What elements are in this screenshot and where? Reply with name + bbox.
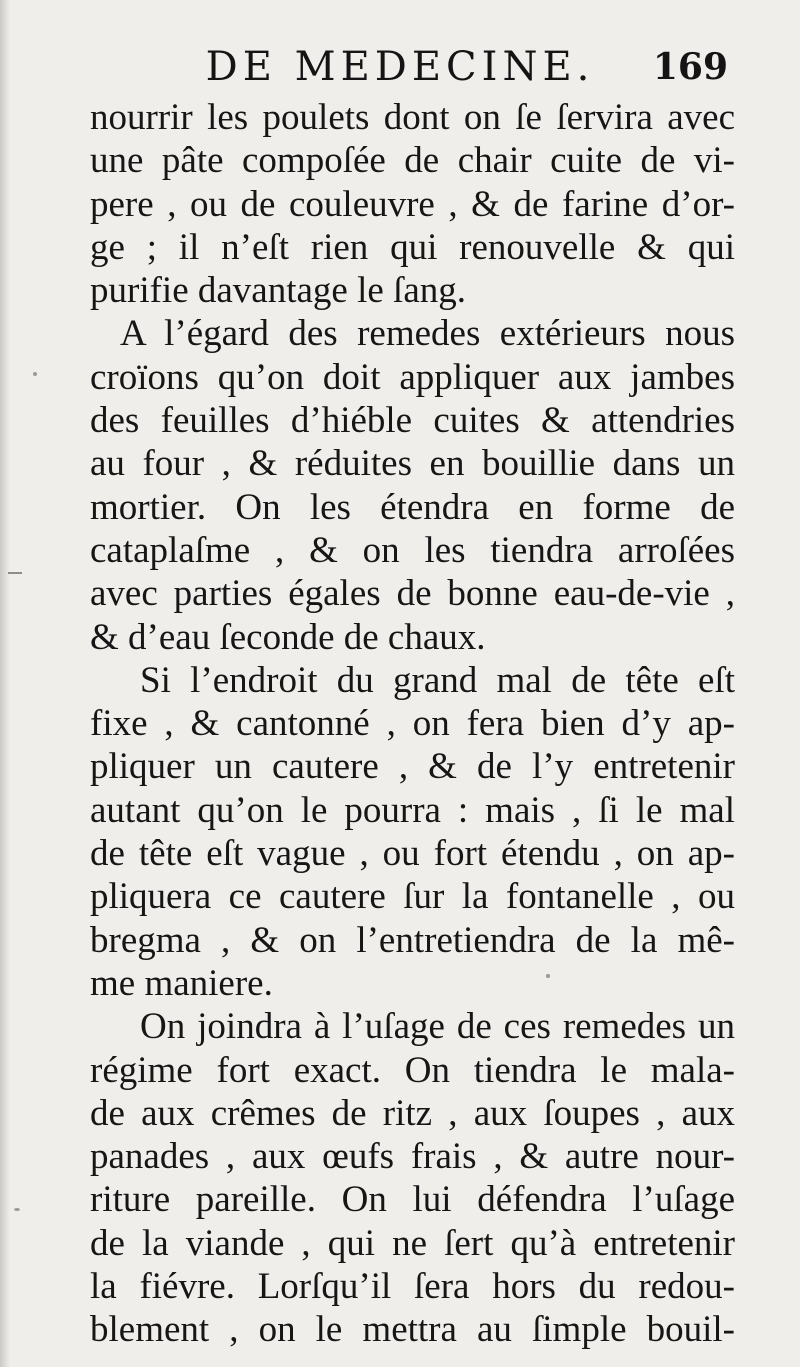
text-line: pliquera ce cautere ſur la fontanelle , ou [90,876,735,918]
running-head-title: DE MEDECINE. [205,44,595,90]
text-line: & d’eau ſeconde de chaux. [90,616,486,658]
paper-speck [33,372,37,376]
text-line: Si l’endroit du grand mal de tête eſt [140,659,735,701]
text-line: la fiévre. Lorſqu’il ſera hors du redou- [90,1266,735,1308]
paper-speck [546,974,550,978]
paragraph-2 [90,312,735,658]
body-text [90,96,735,1352]
text-line: pliquer un cautere , & de l’y entretenir [90,746,735,788]
text-line: purifie davantage le ſang. [90,270,466,312]
text-line: nourrir les poulets dont on ſe ſervira avec [90,97,735,138]
text-line: me maniere. [90,962,273,1004]
text-line: A l’égard des remedes extérieurs nous [120,313,735,355]
text-line: ge ; il n’eſt rien qui renouvelle & qui [90,226,735,268]
text-line: régime fort exact. On tiendra le mala- [90,1049,735,1091]
text-line: de aux crêmes de ritz , aux ſoupes , aux [90,1092,735,1134]
paper-speck [14,1208,20,1211]
text-line: On joindra à l’uſage de ces remedes un [140,1006,735,1048]
text-line: riture pareille. On lui défendra l’uſage [90,1179,735,1221]
text-line: autant qu’on le pourra : mais , ſi le mal [90,789,735,831]
text-line: pere , ou de couleuvre , & de farine d’or- [90,183,735,225]
text-line: au four , & réduites en bouillie dans un [90,443,735,485]
paragraph-4 [90,1005,735,1351]
text-line: blement , on le mettra au ſimple bouil- [90,1309,735,1351]
text-line: cataplaſme , & on les tiendra arroſées [90,529,735,571]
margin-mark [8,572,22,574]
text-line: de la viande , qui ne ſert qu’à entretenir [90,1222,735,1264]
text-line: une pâte compoſée de chair cuite de vi- [90,140,735,182]
text-line: croïons qu’on doit appliquer aux jambes [90,356,735,398]
paragraph-3 [90,659,735,1005]
text-line: panades , aux œufs frais , & autre nour- [90,1136,735,1178]
text-line: des feuilles d’hiéble cuites & attendries [90,400,735,442]
text-line: mortier. On les étendra en forme de [90,486,735,528]
page-number: 169 [652,46,728,88]
text-line: avec parties égales de bonne eau-de-vie , [90,573,735,615]
text-line: de tête eſt vague , ou fort étendu , on ap- [90,833,735,875]
page-edge-shadow [0,0,10,1367]
paragraph-1 [90,96,735,312]
text-line: bregma , & on l’entretiendra de la mê- [90,919,735,961]
text-line: fixe , & cantonné , on fera bien d’y ap- [90,703,735,745]
